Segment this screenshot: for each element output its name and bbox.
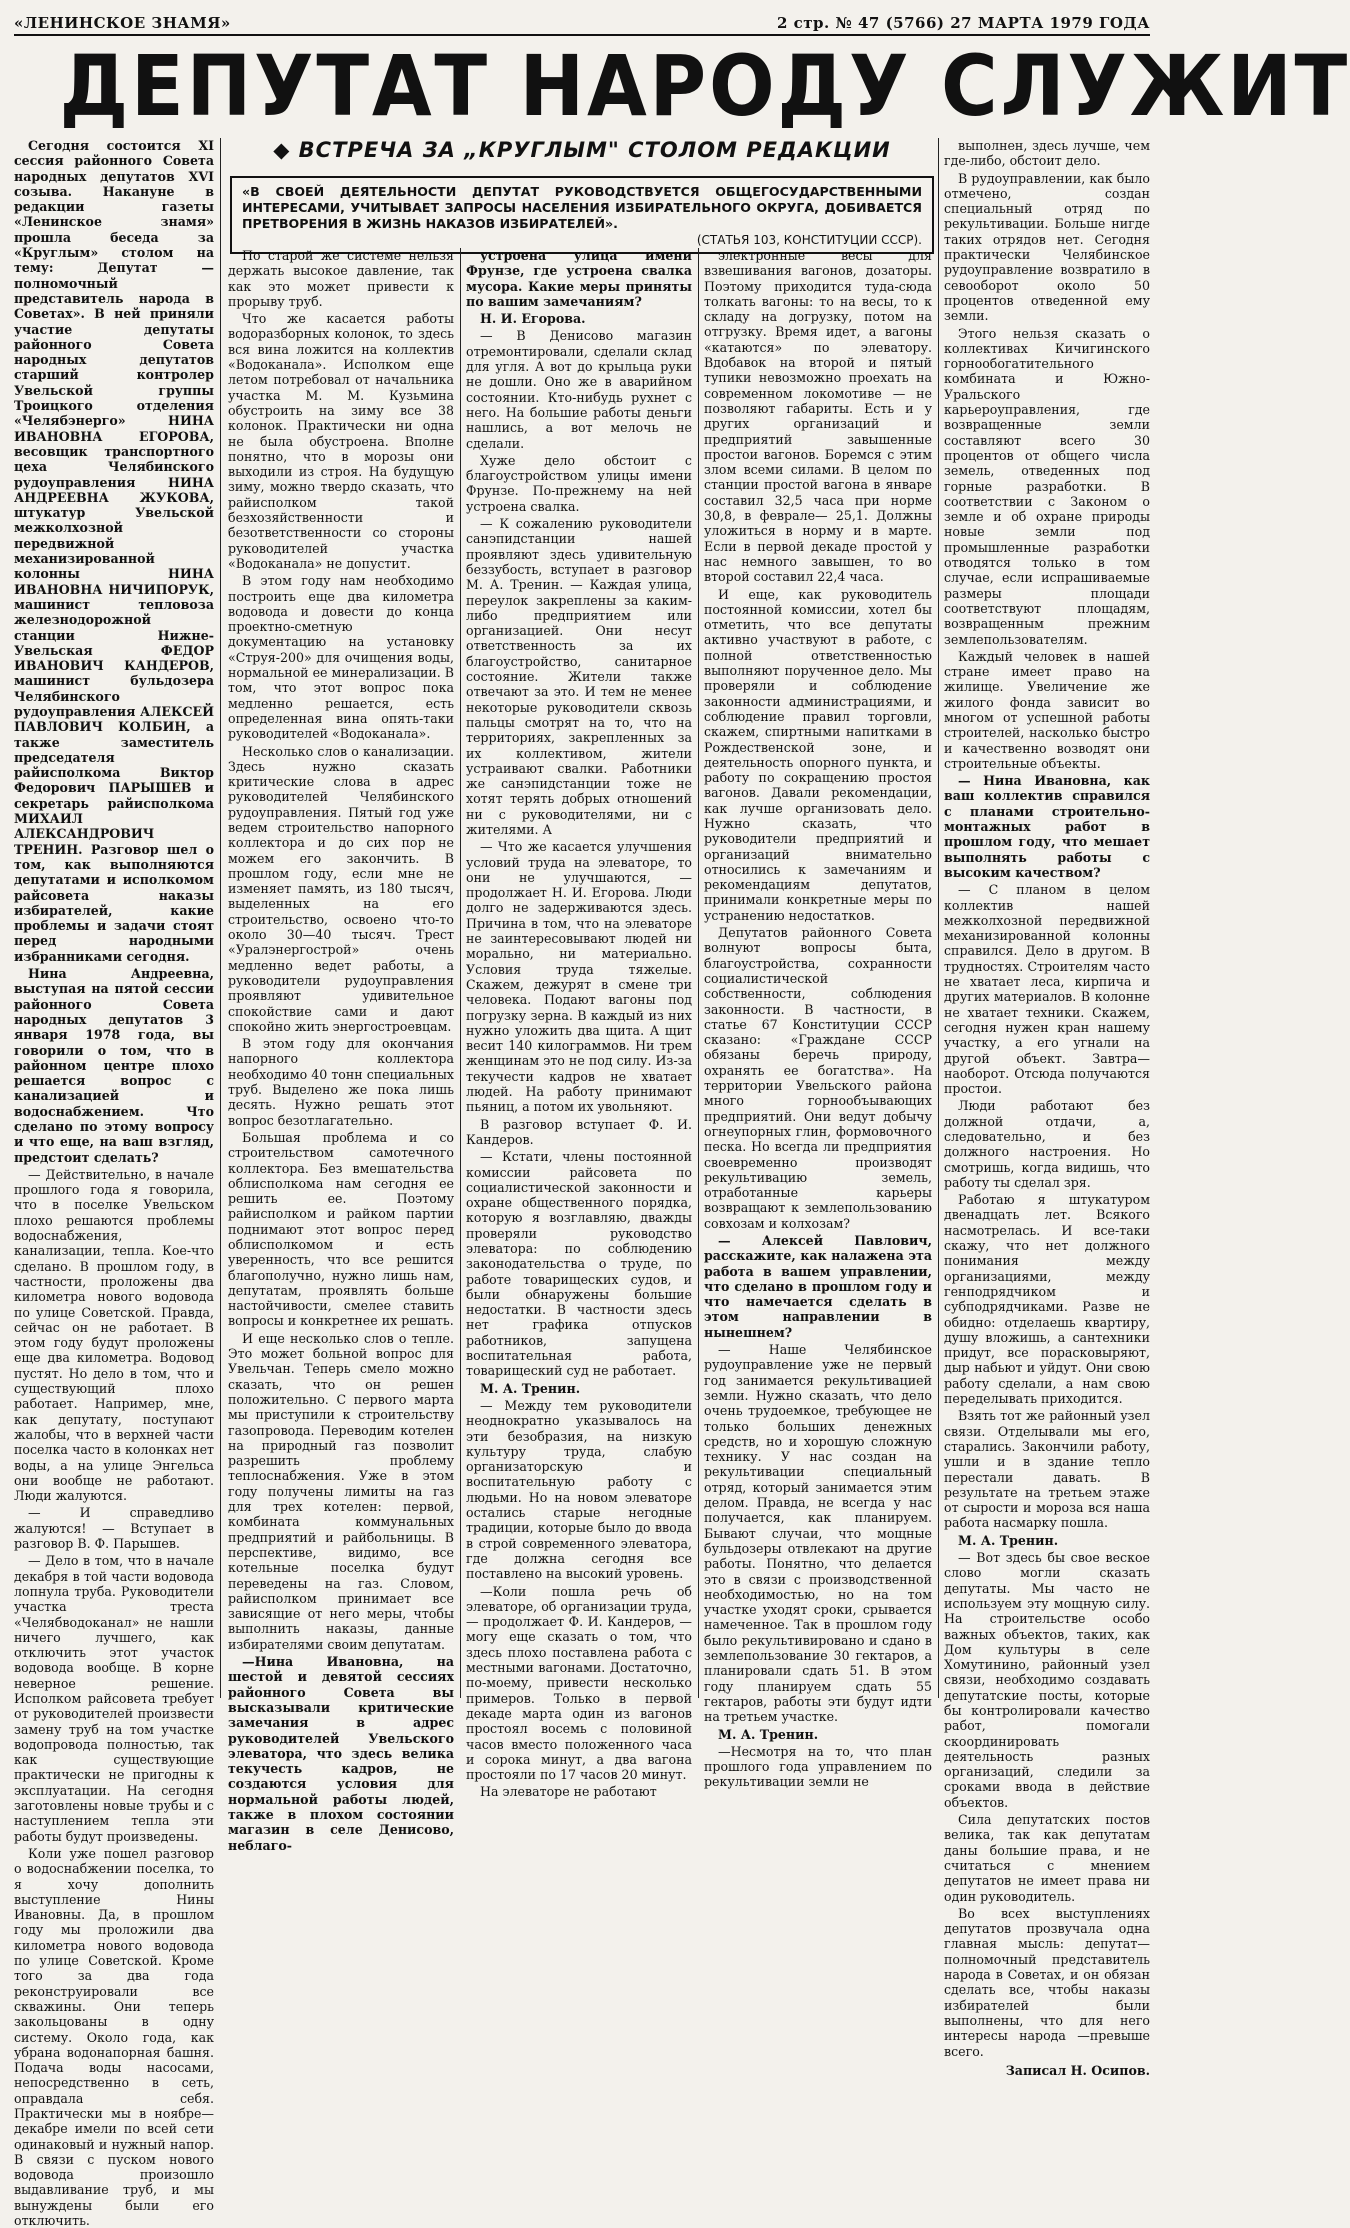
question-paragraph: — Нина Ивановна, как ваш коллектив справился с планами строительно- монтажных работ в прошлом году, что мешает выполнять работы с высоким качеством? — [944, 773, 1150, 880]
question-paragraph: устроена улица имени Фрунзе, где устроена свалка мусора. Какие меры приняты по вашим замечаниям? — [466, 248, 692, 309]
quote-source: (СТАТЬЯ 103, КОНСТИТУЦИИ СССР). — [696, 233, 922, 247]
article-paragraph: — Дело в том, что в начале декабря в той части водовода лопнула труба. Руководители участка треста «Челябводоканал» не нашли ничего лучшего, как отключить этот участок водовода вообще. В корне неверное решение. Исполком райсовета требует от руководителей произвести замену труб на том участке водопровода полностью, так как существующие практически не пригодны к эксплуатации. На сегодня заготовлены новые трубы и с наступлением тепла эти работы будут произведены. — [14, 1553, 214, 1844]
article-paragraph: —Коли пошла речь об элеваторе, об организации труда, — продолжает Ф. И. Кандеров, — могу еще сказать о том, что здесь плохо поставлена работа с местными вагонами. Достаточно, по-моему, привести несколько примеров. Только в первой декаде марта один из вагонов простоял восемь с половиной часов вместо положенного часа и сорока минут, а два вагона простояли по 17 часов 20 минут. — [466, 1583, 692, 1783]
speaker-name: Н. И. Егорова. — [480, 311, 586, 327]
article-paragraph: — К сожалению руководители санэпидстанции нашей проявляют здесь удивительную беззубость, вступает в разговор М. А. Тренин. — Каждая улица, переулок закреплены за каким-либо предприятием или организацией. Они несут ответственность за их благоустройство, санитарное состояние. Жители также отвечают за это. И тем не менее некоторые руководители сквозь пальцы смотрят на то, что на территориях, закрепленных за их коллективом, жители устраивают свалки. Работники же санэпидстанции тоже не хотят терять добрых отношений ни с руководителями, ни с жителями. А — [466, 516, 692, 837]
masthead — [14, 14, 1150, 36]
article-paragraph: — И справедливо жалуются! — Вступает в разговор В. Ф. Парышев. — [14, 1505, 214, 1552]
article-paragraph: Несколько слов о канализации. Здесь нужно сказать критические слова в адрес руководителей Челябинского рудоуправления. Пятый год уже ведем строительство напорного коллектора и до сих пор не можем его закончить. В прошлом году, если мне не изменяет память, из 180 тысяч, выделенных на его строительство, освоено что-то около 30—40 тысяч. Трест «Уралэнергострой» очень медленно ведет работы, а руководители рудоуправления проявляют удивительное спокойствие сами и дают спокойно жить энергостроевцам. — [228, 743, 454, 1034]
article-paragraph: В разговор вступает Ф. И. Кандеров. — [466, 1116, 692, 1147]
quote-text: «В СВОЕЙ ДЕЯТЕЛЬНОСТИ ДЕПУТАТ РУКОВОДСТВУЕТСЯ ОБЩЕГОСУДАРСТВЕННЫМИ ИНТЕРЕСАМИ, УЧИТЫВАЕТ ЗАПРОСЫ НАСЕЛЕНИЯ ИЗБИРАТЕЛЬНОГО ОКРУГА, ДОБИВАЕТСЯ ПРЕТВОРЕНИЯ В ЖИЗНЬ НАКАЗОВ ИЗБИРАТЕЛЕЙ». — [242, 184, 922, 231]
article-paragraph: —Несмотря на то, что план прошлого года управлением по рекультивации земли не — [704, 1743, 932, 1790]
article-paragraph: Сила депутатских постов велика, так как депутатам даны большие права, и не считаться с мнением депутатов не имеет права ни один руководитель. — [944, 1812, 1150, 1904]
article-paragraph: Депутатов районного Совета волнуют вопросы быта, благоустройства, сохранности социалистической собственности, соблюдения законности. В частности, в статье 67 Конституции СССР сказано: «Граждане СССР обязаны беречь природу, охранять ее богатства». На территории Увельского района много горнообъывающих предприятий. Они ведут добычу огнеупорных глин, формовочного песка. Но всегда ли предприятия своевременно производят рекультивацию земель, отработанные карьеры возвращают к землепользованию совхозам и колхозам? — [704, 925, 932, 1231]
article-paragraph: Взять тот же районный узел связи. Отделывали мы его, старались. Закончили работу, ушли и в здание тепло перестали давать. В результате на третьем этаже от сырости и мороза вся наша работа насмарку пошла. — [944, 1408, 1150, 1531]
masthead-issue-date: 2 стр. № 47 (5766) 27 МАРТА 1979 ГОДА — [776, 14, 1150, 32]
article-paragraph: Каждый человек в нашей стране имеет право на жилище. Увеличение же жилого фонда зависит во многом от успешной работы строителей, насколько быстро и качественно возводят они строительные объекты. — [944, 648, 1150, 771]
article-paragraph: В этом году для окончания напорного коллектора необходимо 40 тонн специальных труб. Выделено же пока лишь десять. Нужно решать этот вопрос безотлагательно. — [228, 1036, 454, 1128]
article-paragraph: — Кстати, члены постоянной комиссии райсовета по социалистической законности и охране общественного порядка, которую я возглавляю, дважды проверяли руководство элеватора: по соблюдению законодательства о труде, по работе товарищеских судов, и были обнаружены большие недостатки. В частности здесь нет графика отпусков работников, запущена воспитательная работа, товарищеский суд не работает. — [466, 1149, 692, 1379]
column-2 — [228, 248, 455, 1853]
column-3 — [466, 248, 692, 1800]
article-paragraph: На элеваторе не работают — [480, 1784, 657, 1800]
article-paragraph: Работаю я штукатуром двенадцать лет. Всякого насмотрелась. И все-таки скажу, что нет должного понимания между организациями, между генподрядчиком и субподрядчиками. Разве не обидно: отделаешь квартиру, душу вложишь, а сантехники придут, все порасковыряют, дыр набьют и уйдут. Они свою работу сделали, а нам свою переделывать приходится. — [944, 1192, 1150, 1407]
column-divider — [698, 248, 699, 1698]
article-paragraph: Во всех выступлениях депутатов прозвучала одна главная мысль: депутат— полномочный представитель народа в Советах, и он обязан сделать все, чтобы наказы избирателей были выполнены, что для него интересы народа —превыше всего. — [944, 1905, 1150, 2059]
article-grid — [14, 138, 1150, 2228]
top-band — [226, 138, 938, 248]
speaker-name: М. А. Тренин. — [480, 1380, 581, 1396]
headline: ДЕПУТАТ НАРОДУ СЛУЖИТ — [59, 37, 1350, 135]
masthead-paper-name: «ЛЕНИНСКОЕ ЗНАМЯ» — [14, 14, 231, 32]
column-divider — [460, 248, 461, 1698]
column-5 — [944, 138, 1150, 2078]
question-paragraph: —Нина Ивановна, на шестой и девятой сессиях районного Совета вы высказывали критические замечания в адрес руководителей Увельского элеватора, что здесь велика текучесть кадров, не создаются условия для нормальной работы людей, также в плохом состоянии магазин в селе Денисово, неблаго- — [228, 1654, 454, 1853]
column-1 — [14, 138, 214, 2228]
article-paragraph: — Вот здесь бы свое веское слово могли сказать депутаты. Мы часто не используем эту мощную силу. На строительстве особо важных объектов, таких, как Дом культуры в селе Хомутинино, районный узел связи, необходимо создавать депутатские посты, которые бы контролировали качество работ, помогали скоординировать деятельность разных организаций, следили за сроками ввода в действие объектов. — [944, 1550, 1150, 1810]
article-paragraph: И еще несколько слов о тепле. Это может больной вопрос для Увельчан. Теперь смело можно сказать, что он решен положительно. С первого марта мы приступили к строительству газопровода. Переводим котелен на природный газ позволит разрешить проблему теплоснабжения. Уже в этом году получены лимиты на газ для трех котелен: первой, комбината коммунальных предприятий и райбольницы. В перспективе, видимо, все котельные поселка будут переведены на газ. Словом, райисполком принимает все зависящие от него меры, чтобы выполнить наказы, данные избирателями своим депутатам. — [228, 1330, 454, 1652]
speaker-name: М. А. Тренин. — [958, 1532, 1059, 1548]
article-paragraph: Люди работают без должной отдачи, а, следовательно, и без должного настроения. Но смотришь, когда видишь, что работу ты сделал зря. — [944, 1098, 1150, 1190]
article-paragraph: — Что же касается улучшения условий труда на элеваторе, то они не улучшаются, — продолжает Н. И. Егорова. Люди долго не задерживаются здесь. Причина в том, что на элеваторе не заинтересовывают людей ни морально, ни материально. Условия труда тяжелые. Скажем, дежурят в смене три человека. Подают вагоны под погрузку зерна. В каждый из них нужно уложить два щита. А щит весит 140 килограммов. Ни трем женщинам это не под силу. Из-за текучести кадров не хватает людей. На работу принимают пьяниц, а потом их увольняют. — [466, 839, 692, 1115]
author-signature: Записал Н. Осипов. — [1005, 2062, 1150, 2078]
speaker-name: М. А. Тренин. — [718, 1726, 819, 1742]
article-paragraph: — В Денисово магазин отремонтировали, сделали склад для угля. А вот до крыльца руки не дошли. Оно же в аварийном состоянии. Кто-нибудь рухнет с него. На большие работы деньги нашлись, а вот мелочь не сделали. — [466, 328, 692, 451]
article-paragraph: В рудоуправлении, как было отмечено, создан специальный отряд по рекультивации. Больше нигде таких отрядов нет. Сегодня практически Челябинское рудоуправление возвратило в севооборот около 50 процентов отведенной ему земли. — [944, 170, 1150, 324]
article-paragraph: Хуже дело обстоит с благоустройством улицы имени Фрунзе. По-прежнему на ней устроена свалка. — [466, 452, 692, 514]
article-paragraph: Коли уже пошел разговор о водоснабжении поселка, то я хочу дополнить выступление Нины Ивановны. Да, в прошлом году мы проложили два километра нового водовода по улице Советской. Кроме того за два года реконструировали все скважины. Они теперь закольцованы в одну систему. Около года, как убрана водонапорная башня. Подача воды насосами, непосредственно в сеть, оправдала себя. Практически мы в ноябре—декабре имели по всей сети одинаковый и нужный напор. В связи с пуском нового водовода произошло выдавливание труб, и мы вынуждены были его отключить. — [14, 1845, 214, 2228]
article-paragraph: Что же касается работы водоразборных колонок, то здесь вся вина ложится на коллектив «Водоканала». Исполком еще летом потребовал от начальника участка М. М. Кузьмина обустроить на зиму все 38 колонок. Практически ни одна не была обустроена. Вполне понятно, что в морозы они выходили из строя. На будущую зиму, можно твердо сказать, что райисполком такой безхозяйственности и безответственности со стороны руководителей участка «Водоканала» не допустит. — [228, 311, 454, 571]
article-paragraph: Этого нельзя сказать о коллективах Кичигинского горнообогатительного комбината и Южно- Уральского карьероуправления, где возвращенные земли составляют всего 30 процентов от общего числа земель, отведенных под горные разработки. В соответствии с Законом о земле и об охране природы новые земли под промышленные разработки отводятся только в том случае, если испрашиваемые размеры площади соответствуют площадям, возвращенным прежним землепользователям. — [944, 325, 1150, 647]
article-paragraph: Большая проблема и со строительством самотечного коллектора. Без вмешательства облисполкома нам сегодня ее решить ее. Поэтому райисполком и райком партии поднимают этот вопрос перед облисполкомом и есть уверенность, что все решится благополучно, нужно лишь нам, депутатам, проявлять больше настойчивости, смелее ставить вопросы и конкретнее их решать. — [228, 1129, 454, 1329]
article-paragraph: — Действительно, в начале прошлого года я говорила, что в поселке Увельском плохо решаются проблемы водоснабжения, канализации, тепла. Кое-что сделано. В прошлом году, в частности, проложены два километра нового водовода по улице Советской. Правда, сейчас он не работает. В этом году будут проложены еще два километра. Водовод пустят. Но дело в том, что и существующий плохо работает. Например, мне, как депутату, поступают жалобы, что в верхней части поселка часто в колонках нет воды, а на улице Энгельса они вообще не работают. Люди жалуются. — [14, 1166, 214, 1504]
article-paragraph: выполнен, здесь лучше, чем где-либо, обстоит дело. — [944, 138, 1150, 169]
intro-paragraph: Сегодня состоится XI сессия районного Совета народных депутатов XVI созыва. Накануне в редакции газеты «Ленинское знамя» прошла беседа за «Круглым» столом на тему: Депутат — полномочный представитель народа в Советах». В ней приняли участие депутаты районного Совета народных депутатов старший контролер Увельской группы Троицкого отделения «Челябэнерго» НИНА ИВАНОВНА ЕГОРОВА, весовщик транспортного цеха Челябинского рудоуправления НИНА АНДРЕЕВНА ЖУКОВА, штукатур Увельской межколхозной передвижной механизированной колонны НИНА ИВАНОВНА НИЧИПОРУК, машинист тепловоза железнодорожной станции Нижне-Увельская ФЕДОР ИВАНОВИЧ КАНДЕРОВ, машинист бульдозера Челябинского рудоуправления АЛЕКСЕЙ ПАВЛОВИЧ КОЛБИН, а также заместитель председателя райисполкома Виктор Федорович ПАРЫШЕВ и секретарь райисполкома МИХАИЛ АЛЕКСАНДРОВИЧ ТРЕНИН. Разговор шел о том, как выполняются депутатами и исполкомом райсовета наказы избирателей, какие проблемы и задачи стоят перед народными избранниками сегодня. — [14, 138, 214, 964]
column-divider — [220, 138, 221, 1698]
question-paragraph: Нина Андреевна, выступая на пятой сессии районного Совета народных депутатов 3 января 1978 года, вы говорили о том, что в районном центре плохо решается вопрос с канализацией и водоснабжением. Что сделано по этому вопросу и что еще, на ваш взгляд, предстоит сделать? — [14, 966, 214, 1165]
constitution-quote-box — [230, 176, 934, 254]
article-paragraph: По старой же системе нельзя держать высокое давление, так как это может привести к прорыву труб. — [228, 248, 454, 309]
article-paragraph: В этом году нам необходимо построить еще два километра водовода и довести до конца проектно-сметную документацию на установку «Струя-200» для очищения воды, нормальной ее минерализации. В том, что этот вопрос пока медленно решается, есть определенная вина опять-таки руководителей «Водоканала». — [228, 573, 455, 742]
column-divider — [938, 138, 939, 1698]
article-paragraph: — Наше Челябинское рудоуправление уже не первый год занимается рекультивацией земли. Нужно сказать, что дело очень трудоемкое, требующее не только больших денежных средств, но и хорошую сложную технику. У нас создан на рекультивации специальный отряд, который занимается этим делом. Правда, не всегда у нас получается, как планируем. Бывают случаи, что мощные бульдозеры отвлекают на другие работы. Понятно, что делается это в связи с производственной необходимостью, но на том участке уходят сроки, срывается намеченное. Так в прошлом году было рекультивировано и сдано в землепользование 30 гектаров, а планировали сдать 51. В этом году планируем сдать 55 гектаров, работы эти будут идти на третьем участке. — [704, 1342, 932, 1725]
article-paragraph: — С планом в целом коллектив нашей межколхозной передвижной механизированной колонны справился. Дело в другом. В трудностях. Строителям часто не хватает леса, кирпича и других материалов. В колонне не хватает техники. Скажем, сегодня нужен кран нашему участку, а его угнали на другой объект. Завтра— наоборот. Отсюда получаются простои. — [944, 882, 1150, 1097]
column-4 — [704, 248, 932, 1790]
subhead: ◆ ВСТРЕЧА ЗА „КРУГЛЫМ" СТОЛОМ РЕДАКЦИИ — [273, 138, 891, 162]
article-paragraph: — Между тем руководители неоднократно указывалось на эти безобразия, на низкую культуру труда, слабую организаторскую и воспитательную работу с людьми. Но на новом элеваторе остались старые негодные традиции, которые было до ввода в строй современного элеватора, где должна сегодня все поставлено на высокий уровень. — [466, 1397, 692, 1582]
article-paragraph: электронные весы для взвешивания вагонов, дозаторы. Поэтому приходится туда-сюда толкать вагоны: то на весы, то к складу на догрузку, потом на отгрузку. Время идет, а вагоны «катаются» по элеватору. Вдобавок на второй и пятый тупики невозможно проехать на современном локомотиве — не позволяют габариты. Есть и у других организаций и предприятий завышенные простои вагонов. Боремся с этим злом всеми силами. В целом по станции простой вагона в январе составил 32,5 часа при норме 30,8, в феврале— 25,1. Должны уложиться в норму и в марте. Если в первой декаде простой у нас немного завышен, то во второй составил 22,4 часа. — [704, 248, 932, 585]
question-paragraph: — Алексей Павлович, расскажите, как налажена эта работа в вашем управлении, что сделано в прошлом году и что намечается сделать в этом направлении в нынешнем? — [704, 1233, 932, 1340]
article-paragraph: И еще, как руководитель постоянной комиссии, хотел бы отметить, что все депутаты активно участвуют в работе, с полной ответственностью выполняют порученное дело. Мы проверяли и соблюдение законности администрациями, и соблюдение правил торговли, скажем, спиртными напитками в Рождественской зоне, и деятельность опорного пункта, и работу по сокращению простоя вагонов. Давали рекомендации, как лучше организовать дело. Нужно сказать, что руководители предприятий и организаций внимательно относились к замечаниям и рекомендациям депутатов, принимали конкретные меры по устранению недостатков. — [704, 586, 932, 923]
